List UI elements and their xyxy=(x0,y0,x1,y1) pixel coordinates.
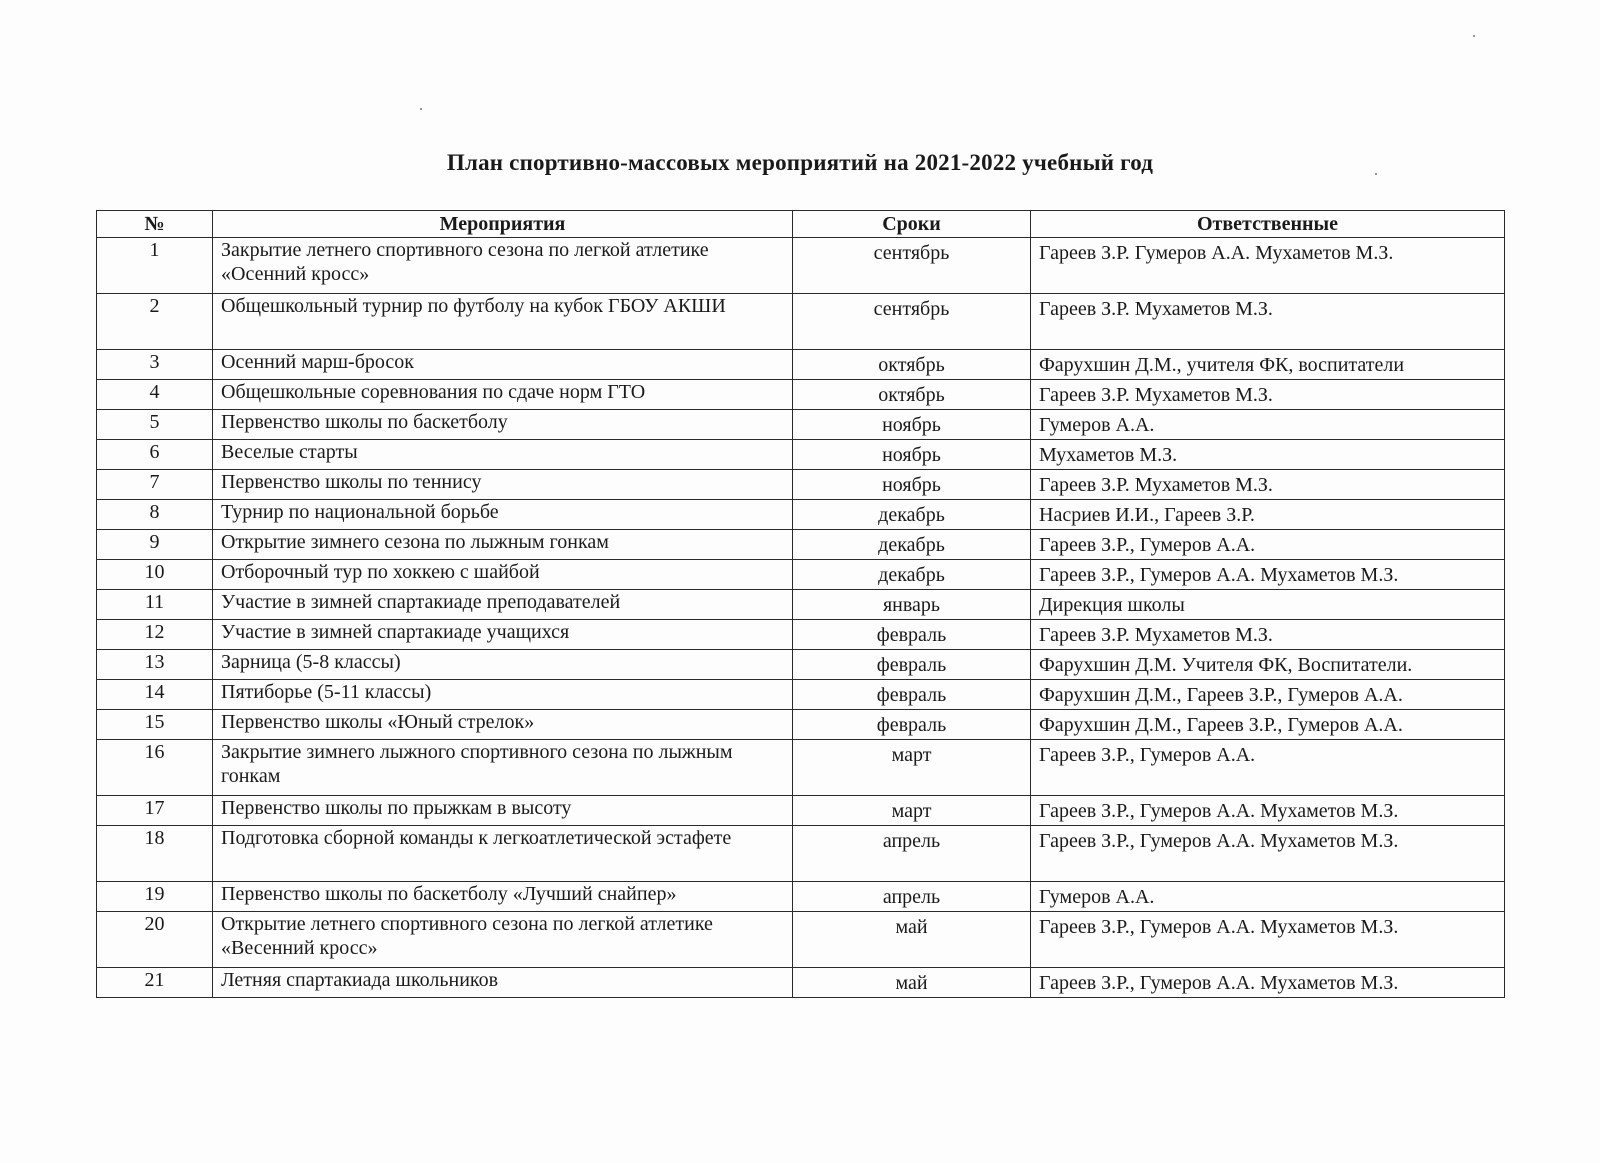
event-term: март xyxy=(793,796,1031,826)
table-row xyxy=(97,500,1505,530)
event-name: Осенний марш-бросок xyxy=(213,350,793,380)
row-number: 10 xyxy=(97,560,213,590)
event-term: апрель xyxy=(793,882,1031,912)
row-number: 16 xyxy=(97,740,213,796)
event-name: Первенство школы «Юный стрелок» xyxy=(213,710,793,740)
table-row xyxy=(97,710,1505,740)
event-name: Пятиборье (5-11 классы) xyxy=(213,680,793,710)
row-number: 13 xyxy=(97,650,213,680)
row-number: 17 xyxy=(97,796,213,826)
document-title: План спортивно-массовых мероприятий на 2021-2022 учебный год xyxy=(446,150,1154,175)
event-name: Закрытие летнего спортивного сезона по легкой атлетике «Осенний кросс» xyxy=(213,238,793,294)
table-row xyxy=(97,680,1505,710)
event-term: май xyxy=(793,968,1031,998)
column-header-responsible: Ответственные xyxy=(1031,211,1505,238)
event-name: Участие в зимней спартакиаде преподавателей xyxy=(213,590,793,620)
column-header-event: Мероприятия xyxy=(213,211,793,238)
row-number: 19 xyxy=(97,882,213,912)
row-number: 15 xyxy=(97,710,213,740)
event-responsible: Гареев З.Р., Гумеров А.А. Мухаметов М.З. xyxy=(1031,826,1505,882)
event-name: Подготовка сборной команды к легкоатлетической эстафете xyxy=(213,826,793,882)
event-responsible: Гареев З.Р., Гумеров А.А. xyxy=(1031,530,1505,560)
row-number: 5 xyxy=(97,410,213,440)
event-name: Закрытие зимнего лыжного спортивного сезона по лыжным гонкам xyxy=(213,740,793,796)
table-row xyxy=(97,560,1505,590)
event-name: Участие в зимней спартакиаде учащихся xyxy=(213,620,793,650)
event-name: Турнир по национальной борьбе xyxy=(213,500,793,530)
row-number: 1 xyxy=(97,238,213,294)
event-name: Общешкольные соревнования по сдаче норм ГТО xyxy=(213,380,793,410)
event-term: апрель xyxy=(793,826,1031,882)
row-number: 20 xyxy=(97,912,213,968)
event-responsible: Гареев З.Р., Гумеров А.А. Мухаметов М.З. xyxy=(1031,968,1505,998)
event-name: Отборочный тур по хоккею с шайбой xyxy=(213,560,793,590)
event-term: март xyxy=(793,740,1031,796)
event-responsible: Дирекция школы xyxy=(1031,590,1505,620)
row-number: 2 xyxy=(97,294,213,350)
table-row xyxy=(97,650,1505,680)
table-row xyxy=(97,380,1505,410)
event-name: Летняя спартакиада школьников xyxy=(213,968,793,998)
event-term: февраль xyxy=(793,650,1031,680)
table-row xyxy=(97,826,1505,882)
event-name: Общешкольный турнир по футболу на кубок ГБОУ АКШИ xyxy=(213,294,793,350)
event-responsible: Гареев З.Р., Гумеров А.А. xyxy=(1031,740,1505,796)
event-term: ноябрь xyxy=(793,470,1031,500)
event-responsible: Насриев И.И., Гареев З.Р. xyxy=(1031,500,1505,530)
table-row xyxy=(97,740,1505,796)
table-header-row xyxy=(97,211,1505,238)
row-number: 21 xyxy=(97,968,213,998)
event-responsible: Гареев З.Р., Гумеров А.А. Мухаметов М.З. xyxy=(1031,912,1505,968)
event-name: Первенство школы по прыжкам в высоту xyxy=(213,796,793,826)
table-row xyxy=(97,620,1505,650)
row-number: 18 xyxy=(97,826,213,882)
event-responsible: Фарухшин Д.М., Гареев З.Р., Гумеров А.А. xyxy=(1031,680,1505,710)
row-number: 3 xyxy=(97,350,213,380)
event-responsible: Фарухшин Д.М. Учителя ФК, Воспитатели. xyxy=(1031,650,1505,680)
table-row xyxy=(97,796,1505,826)
table-row xyxy=(97,294,1505,350)
table-body xyxy=(97,238,1505,998)
table-row xyxy=(97,470,1505,500)
scan-speck xyxy=(420,108,422,110)
event-name: Первенство школы по баскетболу «Лучший снайпер» xyxy=(213,882,793,912)
event-responsible: Гумеров А.А. xyxy=(1031,410,1505,440)
event-name: Зарница (5-8 классы) xyxy=(213,650,793,680)
event-term: декабрь xyxy=(793,560,1031,590)
event-name: Первенство школы по баскетболу xyxy=(213,410,793,440)
row-number: 9 xyxy=(97,530,213,560)
event-term: февраль xyxy=(793,680,1031,710)
event-term: октябрь xyxy=(793,380,1031,410)
event-responsible: Гареев З.Р. Мухаметов М.З. xyxy=(1031,470,1505,500)
row-number: 6 xyxy=(97,440,213,470)
table-row xyxy=(97,350,1505,380)
event-term: декабрь xyxy=(793,530,1031,560)
table-row xyxy=(97,912,1505,968)
event-name: Веселые старты xyxy=(213,440,793,470)
event-name: Открытие зимнего сезона по лыжным гонкам xyxy=(213,530,793,560)
row-number: 12 xyxy=(97,620,213,650)
table-row xyxy=(97,882,1505,912)
event-term: ноябрь xyxy=(793,440,1031,470)
event-name: Первенство школы по теннису xyxy=(213,470,793,500)
event-term: декабрь xyxy=(793,500,1031,530)
events-table xyxy=(96,210,1505,998)
table-row xyxy=(97,590,1505,620)
table-row xyxy=(97,968,1505,998)
event-responsible: Фарухшин Д.М., Гареев З.Р., Гумеров А.А. xyxy=(1031,710,1505,740)
table-row xyxy=(97,530,1505,560)
row-number: 11 xyxy=(97,590,213,620)
row-number: 8 xyxy=(97,500,213,530)
table-row xyxy=(97,410,1505,440)
event-responsible: Гареев З.Р., Гумеров А.А. Мухаметов М.З. xyxy=(1031,796,1505,826)
event-responsible: Мухаметов М.З. xyxy=(1031,440,1505,470)
event-responsible: Гареев З.Р., Гумеров А.А. Мухаметов М.З. xyxy=(1031,560,1505,590)
event-term: январь xyxy=(793,590,1031,620)
column-header-num: № xyxy=(97,211,213,238)
table-row xyxy=(97,440,1505,470)
event-term: май xyxy=(793,912,1031,968)
event-term: октябрь xyxy=(793,350,1031,380)
table-row xyxy=(97,238,1505,294)
event-term: февраль xyxy=(793,710,1031,740)
event-name: Открытие летнего спортивного сезона по легкой атлетике «Весенний кросс» xyxy=(213,912,793,968)
event-responsible: Гареев З.Р. Мухаметов М.З. xyxy=(1031,294,1505,350)
column-header-term: Сроки xyxy=(793,211,1031,238)
event-term: сентябрь xyxy=(793,294,1031,350)
event-responsible: Гареев З.Р. Гумеров А.А. Мухаметов М.З. xyxy=(1031,238,1505,294)
row-number: 7 xyxy=(97,470,213,500)
event-responsible: Фарухшин Д.М., учителя ФК, воспитатели xyxy=(1031,350,1505,380)
event-term: сентябрь xyxy=(793,238,1031,294)
row-number: 14 xyxy=(97,680,213,710)
event-responsible: Гареев З.Р. Мухаметов М.З. xyxy=(1031,380,1505,410)
event-responsible: Гумеров А.А. xyxy=(1031,882,1505,912)
scan-speck xyxy=(1473,35,1475,37)
event-term: февраль xyxy=(793,620,1031,650)
event-term: ноябрь xyxy=(793,410,1031,440)
row-number: 4 xyxy=(97,380,213,410)
event-responsible: Гареев З.Р. Мухаметов М.З. xyxy=(1031,620,1505,650)
